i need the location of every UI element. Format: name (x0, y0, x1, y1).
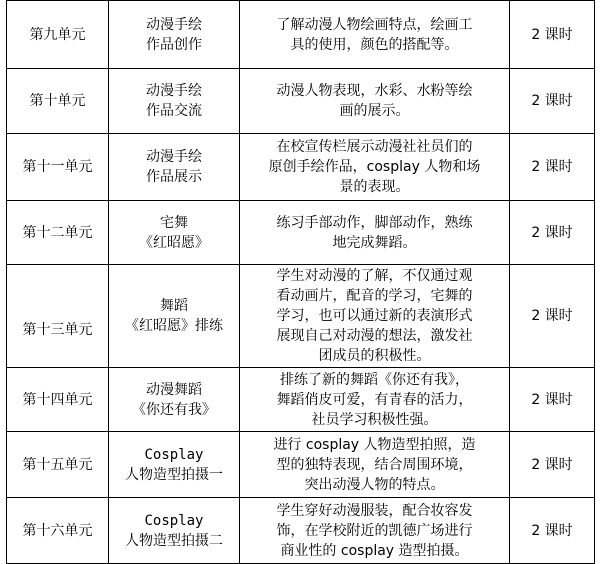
description-line: 学生穿好动漫服装，配合妆容发 (276, 502, 473, 519)
description-line: 练习手部动作，脚部动作，熟练 (276, 214, 473, 231)
description-line: 了解动漫人物绘画特点，绘画工 (276, 16, 473, 33)
title-line: Cosplay (144, 512, 204, 529)
unit-cell: 第十一单元 (7, 134, 109, 201)
description-cell (240, 498, 510, 564)
description-line: 商业性的 cosplay 造型拍摄。 (280, 542, 469, 559)
description-line: 排练了新的舞蹈《你还有我》， (280, 371, 469, 388)
description-line: 突出动漫人物的特点。 (304, 476, 445, 493)
unit-cell: 第十四单元 (7, 368, 109, 432)
description-line: 社员学习积极性强。 (311, 411, 438, 428)
description-line: 型的独特表现，结合周围环境， (276, 456, 473, 473)
unit-cell: 第十六单元 (7, 498, 109, 564)
title-cell (109, 368, 240, 432)
description-line: 看动画片，配音的学习，宅舞的 (276, 288, 473, 304)
unit-cell: 第九单元 (7, 1, 109, 69)
title-cell (109, 201, 240, 265)
table-row (7, 368, 595, 432)
description-cell (240, 134, 510, 201)
title-line: 动漫手绘 (146, 149, 202, 165)
table-row (7, 69, 595, 134)
description-line: 学习，也可以通过新的表演形式 (276, 308, 473, 324)
title-cell (109, 1, 240, 69)
description-line: 学生对动漫的了解，不仅通过观 (276, 268, 473, 284)
description-line: 进行 cosplay 人物造型拍照，造 (273, 436, 476, 453)
description-cell (240, 201, 510, 265)
unit-cell: 第十单元 (7, 69, 109, 134)
unit-cell: 第十五单元 (7, 432, 109, 498)
title-line: 动漫舞蹈 (146, 381, 202, 398)
title-line: 动漫手绘 (146, 16, 202, 33)
title-cell (109, 432, 240, 498)
course-schedule-table (6, 0, 595, 564)
title-cell (109, 134, 240, 201)
description-cell (240, 69, 510, 134)
table-row (7, 134, 595, 201)
hours-cell: 2 课时 (510, 498, 595, 564)
description-cell (240, 432, 510, 498)
description-line: 画的展示。 (339, 103, 410, 119)
title-line: 作品创作 (146, 36, 202, 53)
description-line: 饰，在学校附近的凯德广场进行 (276, 522, 473, 539)
unit-cell: 第十三单元 (7, 265, 109, 368)
hours-cell: 2 课时 (510, 368, 595, 432)
hours-cell: 2 课时 (510, 265, 595, 368)
title-line: 《红昭愿》排练 (125, 318, 223, 334)
hours-cell: 2 课时 (510, 201, 595, 265)
title-line: 人物造型拍摄二 (125, 532, 223, 549)
title-line: 动漫手绘 (146, 83, 202, 99)
title-line: Cosplay (144, 446, 204, 463)
table-row (7, 265, 595, 368)
description-line: 具的使用，颜色的搭配等。 (290, 36, 459, 53)
hours-cell: 2 课时 (510, 432, 595, 498)
hours-cell: 2 课时 (510, 1, 595, 69)
description-line: 展现自己对动漫的想法，激发社 (276, 328, 473, 344)
table-row (7, 201, 595, 265)
description-line: 团成员的积极性。 (318, 348, 431, 364)
table-body (7, 1, 595, 564)
title-line: 《红昭愿》 (139, 234, 209, 251)
unit-cell: 第十二单元 (7, 201, 109, 265)
title-cell (109, 265, 240, 368)
table-row (7, 1, 595, 69)
title-line: 舞蹈 (160, 298, 188, 314)
table-row (7, 432, 595, 498)
title-line: 作品展示 (146, 169, 202, 185)
description-line: 舞蹈俏皮可爱，有青春的活力， (276, 391, 473, 408)
hours-cell: 2 课时 (510, 134, 595, 201)
description-cell (240, 368, 510, 432)
title-cell (109, 498, 240, 564)
description-line: 动漫人物表现，水彩、水粉等绘 (276, 83, 473, 99)
title-line: 人物造型拍摄一 (125, 466, 223, 483)
description-cell (240, 265, 510, 368)
title-line: 宅舞 (160, 214, 188, 231)
title-cell (109, 69, 240, 134)
description-line: 在校宣传栏展示动漫社社员们的 (276, 139, 473, 155)
table-row (7, 498, 595, 564)
title-line: 作品交流 (146, 103, 202, 119)
description-line: 原创手绘作品，cosplay 人物和场 (268, 159, 481, 175)
description-line: 景的表现。 (339, 179, 410, 195)
hours-cell: 2 课时 (510, 69, 595, 134)
title-line: 《你还有我》 (132, 401, 216, 418)
description-cell (240, 1, 510, 69)
description-line: 地完成舞蹈。 (332, 234, 417, 251)
